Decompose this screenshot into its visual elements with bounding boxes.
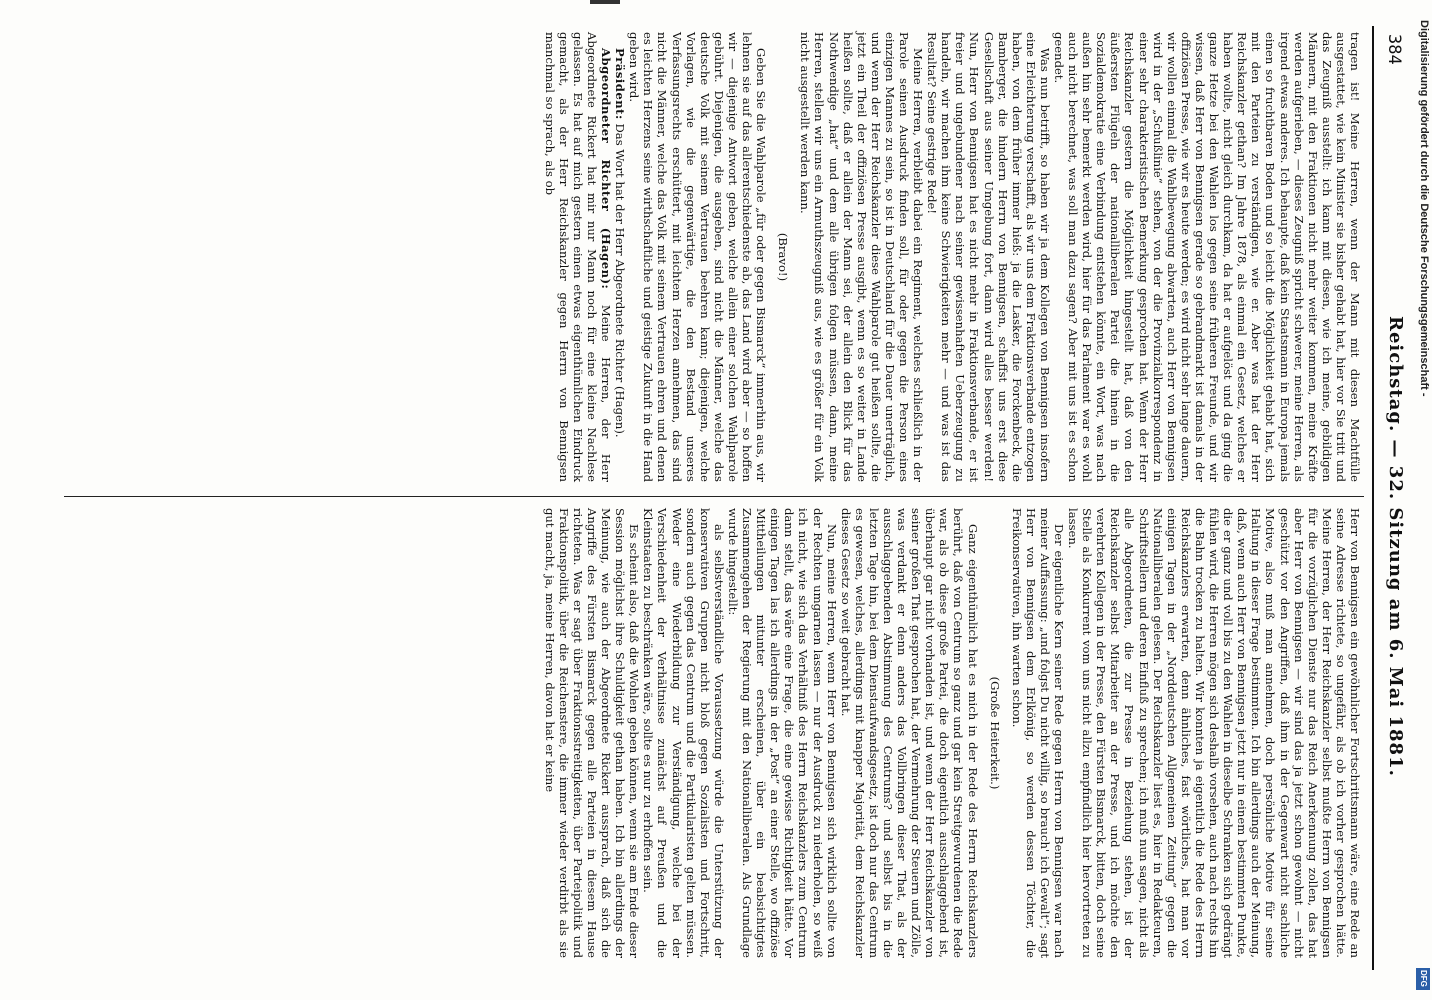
print-mark xyxy=(590,0,620,4)
column-divider xyxy=(64,496,1364,497)
body-paragraph: als selbstverständliche Voraussetzung würde die Unterstützung der konservativen Gruppen nicht bloß gegen Sozialisten und Fortschritt, sondern auch gegen das Centrum und die Partikularisten gelten müssen. Weder eine Wiederbildung zur Verständigung, welche bei der Verschiedenheit der Verhältnisse zunächst auf Preußen und die Kleinstaaten zu beschränken wäre, sollte es nur zu erhoffen sein. xyxy=(641,508,726,958)
speech-paragraph xyxy=(543,32,613,482)
rotated-page-content xyxy=(20,16,1412,980)
body-paragraph: Was nun betrifft, so haben wir ja dem Kollegen von Bennigsen insofern eine Erleichterung verschafft, als wir uns dem Fraktionsverbande entzogen haben, von dem früher immer hieß: ja die Lasker, die Forckenbeck, die Bamberger, die hindern Herrn von Bennigsen, schaffst uns erst diese Gesellschaft aus seiner Umgebung fort, dann wird alles besser werden! Nun, Herr von Bennigsen hat es nicht mehr in Fraktionsverbande, er ist freier und ungebundener nach seiner gewissenhaften Ueberzeugung zu handeln, wir machen ihm keine Schwierigkeiten mehr — und was ist das Resultat? Seine gestrige Rede! xyxy=(925,32,1052,482)
speaker-name: Präsident: xyxy=(613,48,628,120)
running-head xyxy=(1362,16,1412,980)
body-paragraph: Geben Sie die Wahlparole „für oder gegen Bismarck“ immerhin aus, wir lehnen sie auf das allerentschiedenste ab, das Land wird aber — so hoffen wir — diejenige Antwort geben, welche allein einer solchen Wahlparole gebührt. Diejenigen, die ausgeben, sind nicht die Männer, welche das deutsche Volk mit seinem Vertrauen beehren kann; diejenigen, welche Vorlagen, wie die gegenwärtige, die den Bestand unseres Verfassungsrechts erschüttert, mit leichtem Herzen annehmen, das sind nicht die Männer, welche das Volk mit seinem Vertrauen ehren und denen es leichten Herzens seine wirthschaftliche und geistige Zukunft in die Hand geben wird. xyxy=(627,32,769,482)
body-paragraph: tragen ist! Meine Herren, wenn der Mann mit diesen Machtfülle ausgestattet, wie kein Minister sie bisher gehabt hat, hier vor Sie tritt und das Zeugniß ausstellt: ich kann mit diesen, wie ich meine, gebildigen Männern, mit den Fraktionen nicht mehr weiter kommen, meine Kräfte werden aufgerieben, — dieses Zeugniß spricht schwerer, meine Herren, als irgend etwas anderes. Ich behaupte, daß kein Staatsmann in Europa jemals einen so fruchtbaren Boden und so leicht die Möglichkeit gehabt hat, sich mit den Parteien zu verständigen, wie er. Aber was hat der Herr Reichskanzler gethan? Im Jahre 1878, als einmal ein Gesetz, welches er haben wollte, nicht gleich durchkam, da hat er aufgelöst und da ging die ganze Hetze bei den Wahlen los gegen seine früheren Freunde, und wir wissen, daß Herr von Bennigsen gerade so gebrandmarkt ist damals in der offiziösen Presse, wie wir es heute werden; es wird nicht sehr lange dauern, wir wollen einmal die Wahlbewegung abwarten, auch Herr von Bennigsen wird in der „Schußlinie“ stehen, von der die Provinzialkorrespondenz in einer sehr charakteristischen Bemerkung gesprochen hat. Wenn der Herr Reichskanzler gestern die Möglichkeit hingestellt hat, daß von den äußersten Flügeln der nationalliberalen Partei die hinein in die Sozialdemokratie eine Verbindung entstehen könnte, ein Wort, was nach außen hin sehr bemerkt werden wird, hier für das Parlament war es wohl auch nicht berechnet, was soll man dazu sagen? Aber mit uns ist es schon geendet. xyxy=(1052,32,1362,482)
header-title: Reichstag. — 32. Sitzung am 6. Mai 1881. xyxy=(1385,316,1406,777)
interjection: (Große Heiterkeit.) xyxy=(987,676,1002,790)
speech-text: Das Wort hat der Herr Abgeordnete Richter (Hagen). xyxy=(613,123,628,438)
dfg-logo-text: DFG xyxy=(1419,970,1428,987)
digitization-credit-text: Digitalisierung gefördert durch die Deutsche Forschungsgemeinschaft - xyxy=(1418,20,1430,397)
speech-paragraph xyxy=(613,32,627,482)
speaker-name: Abgeordneter Richter (Hagen): xyxy=(599,48,614,290)
interjection: (Bravo!) xyxy=(776,232,791,282)
body-paragraph: Der eigentliche Kern seiner Rede gegen Herrn von Bennigsen war nach meiner Auffassung: „und folgst Du nicht willig, so brauch' ich Gewalt“; sagt Herr von Bennigsen dem Erlkönig, so werden dessen Töchter, die Freikonservativen, ihn warten schon. xyxy=(1009,508,1067,958)
body-paragraph: Ganz eigenthümlich hat es mich in der Rede des Herrn Reichskanzlers berührt, daß von Centrum so ganz und gar kein Streitgewurdenen die Rede war, als ob diese große Partei, die doch eigentlich ausschlaggebend ist, überhaupt gar nicht vorhanden ist, und wenn der Herr Reichskanzler von seiner großen That gesprochen hat, der Vermehrung der Steuern und Zölle, was verdankt er denn anders das Vollbringen dieser That, als der ausschlaggebenden Abstimmung des Centrums? und selbst bis in die letzten Tage hin, bei dem Dienstaufwandsgesetz, ist doch nur das Centrum es gewesen, welches, allerdings mit knapper Majorität, dem Reichskanzler dieses Gesetz so weit gebracht hat. xyxy=(838,508,980,958)
body-paragraph: Nun, meine Herren, wenn Herr von Bennigsen sich wirklich sollte von der Rechten umgarnen lassen — nur der Ausdruck zu niederholen, so weiß ich nicht, wie sich das Verhältniß des Herrn Reichskanzlers zum Centrum dann stellt, das wäre eine Frage, die eine gewisse Richtigkeit hätte. Vor einigen Tagen las ich allerdings in der „Post“ an einer Stelle, wo offiziöse Mittheilungen mitunter erscheinen, über ein beabsichtigtes Zusammengehen der Regierung mit den Nationalliberalen. Als Grundlage wurde hingestellt: xyxy=(725,508,839,958)
speech-text: Meine Herren, der Herr Abgeordnete Rickert hat mir nur Mann noch für eine kleine Nachlese gelassen. Es hat auf mich gestern einen etwas eigenthümlichen Eindruck gemacht, als der Herr Reichskanzler gegen Herrn von Bennigsen manchmal so sprach, als ob xyxy=(542,32,614,482)
body-paragraph: Herr von Bennigsen ein gewöhnlicher Fortschrittsmann wäre, eine Rede an seine Adresse richtete, so ungefähr, als ob ich vorher gesprochen hätte. Meine Herren, der Herr Reichskanzler selbst mußte Herrn von Bennigsen für die vorzüglichen Dienste nur das Reich Anerkennung zollen, das hat aber Herr von Bennigsen — wir sind das ja jetzt schon gewohnt — nicht geschützt vor den Angriffen, daß ihm in der Gegenwart nicht sachliche Motive, also muß man annehmen, doch persönliche Motive für seine Haltung in dieser Frage bestimmten. Ich bin allerdings auch der Meinung, daß, wenn auch Herr von Bennigsen jetzt nur in einem bestimmten Punkte, die er ganz und voll bis zu den Wahlen in dieselbe Schranken sich gedrängt fühlen wird, die Herren mögen sich deshalb vorsehen, auch nach rechts hin die Bahn trocken zu halten. Wir konnten ja eigentlich die Rede des Herrn Reichskanzlers erwarten, denn ähnliches, fast wörtliches, hat man vor einigen Tagen in der „Norddeutschen Allgemeinen Zeitung“ gegen die Nationalliberalen gelesen. Der Reichskanzler liest es, hier in Redakteuren, Schriftstellern und deren Einfluß zu sprechen; ich muß nun sagen, nicht als alle Abgeordneten, die zur Presse in Beziehung stehen, ist der Reichskanzler selbst Mitarbeiter an der Presse, und ich möchte den verehrten Kollegen in der Presse, den Fürsten Bismarck, bitten, doch seine Stelle als Konkurrent vom uns nicht allzu empfindlich hier hervortreten zu lassen. xyxy=(1066,508,1362,958)
dfg-logo xyxy=(1416,968,1430,990)
page-number: 384 xyxy=(1384,34,1404,65)
header-rule xyxy=(1372,26,1374,970)
digitization-credit xyxy=(1418,20,1430,980)
right-column xyxy=(543,508,1362,958)
body-paragraph: Meine Herren, verbleibt dabei ein Regiment, welches schließlich in der Parole seinen Ausdruck finden soll, für oder gegen die Person eines einzigen Mannes zu sein, so ist in Deutschland für die Dauer unerträglich, und wenn der Herr Reichskanzler diese Wahlparole gut heißen sollte, die jetzt ein Theil der offiziösen Presse ausgibt, wenn es so weiter in Lande heißen sollte, daß er allein der Mann sei, der allein den Blick für das Nothwendige „hat“ und dem alle übrigen folgen müssen, dann, meine Herren, stellen wir uns ein Armuthszeugniß aus, wie es größer für ein Volk nicht ausgestellt werden kann. xyxy=(798,32,926,482)
body-paragraph: Es scheint also, daß die Wohlen geben können, wenn sie am Ende dieser Session möglichst ihre Schuldigkeit gethan haben. Ich bin allerdings der Meinung, wie auch der Abgeordnete Rickert aussprach, daß sich die Angriffe des Fürsten Bismarck gegen alle Parteien in diesem Hause richteten. Was er sagt über Fraktionsstreitigkeiten, über Parteipolitik und Fraktionspolitik, über die Reichenstere, die immer wieder verdirbt als sie gut macht, ja, meine Herren, davon hat er keine xyxy=(542,508,642,958)
left-column xyxy=(543,32,1362,482)
